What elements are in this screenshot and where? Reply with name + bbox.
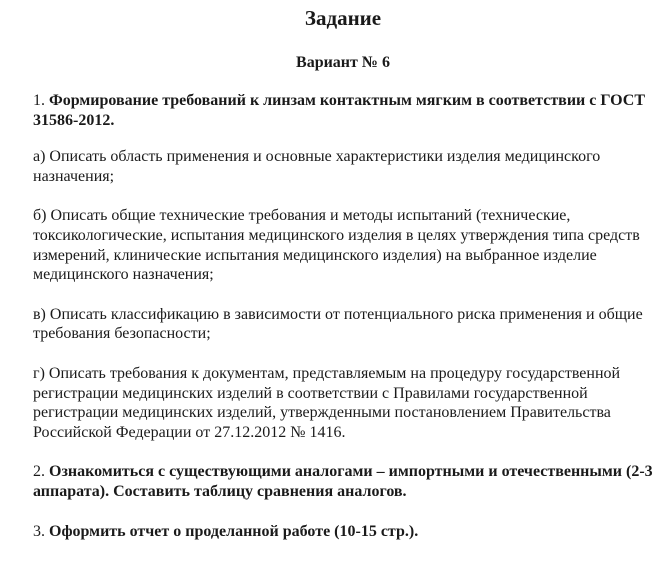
assignment-document bbox=[33, 0, 663, 541]
task-item-2 bbox=[33, 462, 663, 501]
task-item-2-text: Ознакомиться с существующими аналогами – импортными и отечественными (2-3 аппарата). Составить таблицу сравнения аналогов. bbox=[33, 463, 653, 500]
subtask-v: в) Описать классификацию в зависимости от потенциального риска применения и общие требования безопасности; bbox=[33, 305, 643, 343]
task-item-3 bbox=[33, 522, 663, 542]
subtask-a: а) Описать область применения и основные характеристики изделия медицинского назначения; bbox=[33, 148, 601, 185]
task-item-1 bbox=[33, 91, 663, 130]
variant-heading: Вариант № 6 bbox=[296, 54, 390, 71]
subtask-b: б) Описать общие технические требования и методы испытаний (технические, токсикологические, испытания медицинского изделия в целях утверждения типа средств измерений, клинические испытания медицинского изделия) на выбранное изделие медицинского назначения; bbox=[33, 207, 640, 284]
subtask-g: г) Описать требования к документам, представляемым на процедуру государственной регистрации медицинских изделий в соответствии с Правилами государственной регистрации медицинских изделий, утвержденными постановлением Правительства Российской Федерации от 27.12.2012 № 1416. bbox=[33, 364, 621, 441]
task-item-3-text: Оформить отчет о проделанной работе (10-15 стр.). bbox=[49, 522, 419, 540]
document-title: Задание bbox=[304, 6, 382, 30]
task-item-1-text: Формирование требований к линзам контактным мягким в соответствии с ГОСТ 31586-2012. bbox=[33, 92, 645, 129]
task-item-1-number: 1. bbox=[33, 92, 45, 109]
task-item-3-number: 3. bbox=[33, 522, 45, 540]
task-item-2-number: 2. bbox=[33, 463, 45, 481]
